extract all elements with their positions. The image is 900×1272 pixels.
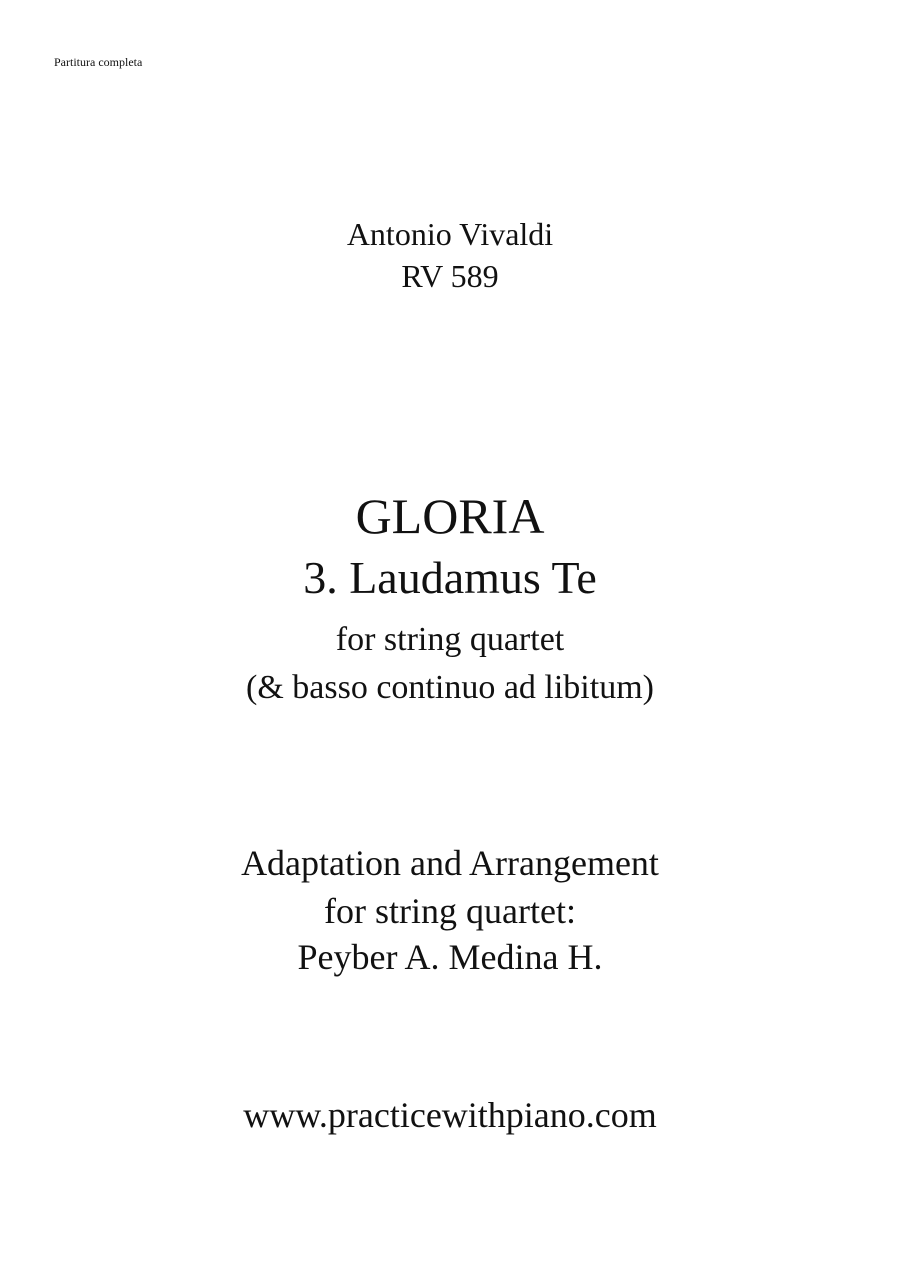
credit-line-1: Adaptation and Arrangement [241, 843, 659, 883]
catalog-number: RV 589 [401, 258, 499, 294]
movement-title: 3. Laudamus Te [303, 552, 597, 603]
header-note: Partitura completa [54, 55, 143, 69]
arranger-name: Peyber A. Medina H. [297, 937, 603, 977]
credit-line-2: for string quartet: [324, 891, 576, 931]
website-url: www.practicewithpiano.com [243, 1095, 657, 1135]
work-title: GLORIA [355, 488, 545, 544]
composer-name: Antonio Vivaldi [346, 216, 554, 252]
instrumentation-line-1: for string quartet [335, 621, 565, 658]
instrumentation-line-2: (& basso continuo ad libitum) [246, 669, 654, 706]
